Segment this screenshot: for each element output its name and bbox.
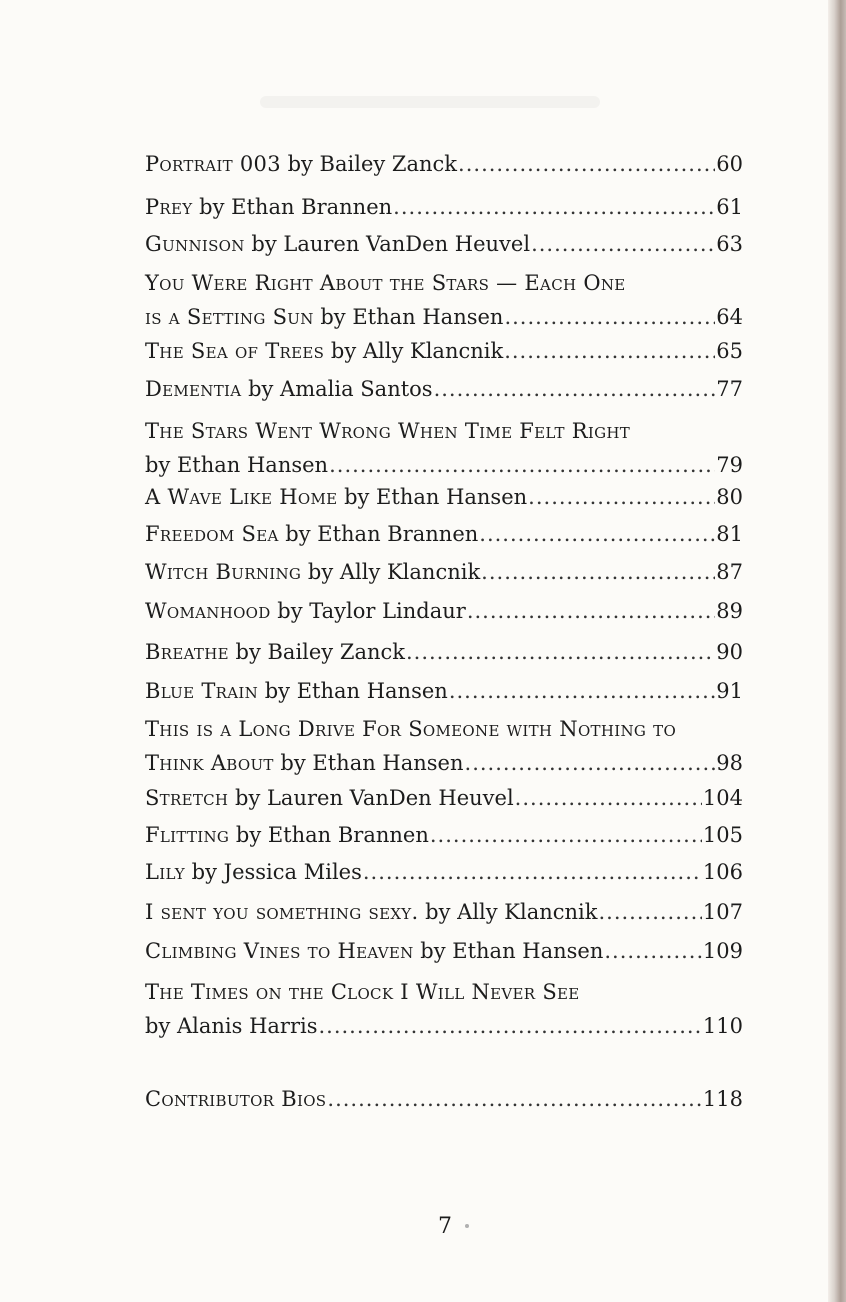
entry-author: by Bailey Zanck	[235, 640, 405, 664]
entry-title: I sent you something sexy.	[145, 900, 419, 924]
entry-title: Climbing Vines to Heaven	[145, 939, 414, 963]
entry-author: by Alanis Harris	[145, 1014, 318, 1038]
toc-entry	[145, 781, 743, 815]
entry-page-number: 63	[716, 232, 743, 256]
dot-leader	[406, 635, 715, 669]
dot-leader	[318, 1009, 701, 1043]
entry-page-number: 105	[702, 823, 743, 847]
entry-title-line2: Think About	[145, 751, 274, 775]
entry-title: Flitting	[145, 823, 230, 847]
entry-title-line1: The Stars Went Wrong When Time Felt Right	[145, 419, 631, 443]
entry-page-number: 81	[716, 522, 743, 546]
dot-leader	[515, 781, 702, 815]
toc-entry	[145, 712, 743, 780]
entry-title-line1: This is a Long Drive For Someone with Nothing to	[145, 717, 677, 741]
dot-leader	[504, 334, 715, 368]
entry-page-number: 98	[716, 751, 743, 775]
toc-entry	[145, 594, 743, 628]
entry-page-number: 107	[702, 900, 743, 924]
toc-entry	[145, 266, 743, 334]
dot-leader	[393, 190, 715, 224]
entry-author: by Lauren VanDen Heuvel	[235, 786, 514, 810]
entry-author: by Ethan Brannen	[235, 823, 429, 847]
toc-entry	[145, 934, 743, 968]
dot-leader	[479, 517, 715, 551]
toc-entry	[145, 480, 743, 514]
entry-title: Womanhood	[145, 599, 271, 623]
dot-leader	[434, 372, 716, 406]
toc-entry	[145, 555, 743, 589]
dot-leader	[327, 1082, 702, 1116]
toc-entry	[145, 372, 743, 406]
entry-title-line1: You Were Right About the Stars — Each One	[145, 271, 626, 295]
entry-author: by Jessica Miles	[191, 860, 362, 884]
dot-leader	[363, 855, 702, 889]
entry-author: by Ethan Hansen	[145, 453, 329, 477]
entry-page-number: 65	[716, 339, 743, 363]
entry-author: by Bailey Zanck	[287, 152, 458, 176]
bleed-through-shadow	[260, 96, 600, 108]
entry-title: A Wave Like Home	[145, 485, 338, 509]
entry-title: Dementia	[145, 377, 242, 401]
toc-entry	[145, 818, 743, 852]
dot-leader	[604, 934, 702, 968]
entry-page-number: 87	[716, 560, 743, 584]
entry-page-number: 79	[716, 453, 743, 477]
dot-leader	[329, 448, 715, 482]
toc-entry	[145, 855, 743, 889]
entry-page-number: 90	[716, 640, 743, 664]
toc-entry	[145, 674, 743, 708]
toc-entry	[145, 414, 743, 482]
entry-page-number: 77	[716, 377, 743, 401]
entry-page-number: 109	[702, 939, 743, 963]
entry-title: Witch Burning	[145, 560, 302, 584]
dot-leader	[531, 227, 715, 261]
toc-entry	[145, 895, 743, 929]
dot-leader	[504, 300, 715, 334]
entry-page-number: 104	[702, 786, 743, 810]
entry-title-line1: The Times on the Clock I Will Never See	[145, 980, 580, 1004]
dot-leader	[528, 480, 715, 514]
entry-page-number: 106	[702, 860, 743, 884]
entry-title: Contributor Bios	[145, 1087, 327, 1111]
entry-title: Blue Train	[145, 679, 259, 703]
entry-author: by Ethan Hansen	[280, 751, 464, 775]
entry-author: by Lauren VanDen Heuvel	[251, 232, 531, 256]
dot-leader	[430, 818, 702, 852]
toc-entry	[145, 227, 743, 261]
entry-author: by Ally Klancnik	[425, 900, 598, 924]
toc-entry	[145, 975, 743, 1043]
entry-author: by Ethan Hansen	[344, 485, 528, 509]
entry-page-number: 89	[716, 599, 743, 623]
entry-author: by Ethan Hansen	[264, 679, 448, 703]
entry-title: Lily	[145, 860, 185, 884]
entry-author: by Taylor Lindaur	[277, 599, 466, 623]
entry-page-number: 118	[702, 1087, 743, 1111]
page-edge-shadow	[828, 0, 846, 1302]
entry-author: by Ethan Brannen	[285, 522, 479, 546]
entry-title-line2: is a Setting Sun	[145, 305, 314, 329]
entry-title: Breathe	[145, 640, 229, 664]
entry-author: by Ethan Brannen	[199, 195, 393, 219]
toc-entry	[145, 334, 743, 368]
entry-title: Portrait 003	[145, 152, 281, 176]
entry-title: Prey	[145, 195, 193, 219]
entry-page-number: 60	[716, 152, 743, 176]
toc-entry	[145, 147, 743, 181]
toc-entry	[145, 635, 743, 669]
toc-entry	[145, 190, 743, 224]
entry-author: by Ethan Hansen	[420, 939, 604, 963]
page-number: 7	[438, 1214, 452, 1239]
entry-author: by Amalia Santos	[248, 377, 433, 401]
entry-author: by Ethan Hansen	[320, 305, 504, 329]
dot-leader	[465, 746, 716, 780]
entry-page-number: 110	[702, 1014, 743, 1038]
entry-title: Stretch	[145, 786, 229, 810]
entry-author: by Ally Klancnik	[307, 560, 481, 584]
dot-leader	[458, 147, 715, 181]
dot-leader	[467, 594, 715, 628]
entry-page-number: 80	[716, 485, 743, 509]
page-mark	[465, 1224, 469, 1228]
toc-entry	[145, 517, 743, 551]
dot-leader	[598, 895, 701, 929]
entry-title: The Sea of Trees	[145, 339, 325, 363]
entry-page-number: 91	[716, 679, 743, 703]
entry-author: by Ally Klancnik	[330, 339, 504, 363]
entry-title: Freedom Sea	[145, 522, 279, 546]
entry-title: Gunnison	[145, 232, 245, 256]
dot-leader	[449, 674, 715, 708]
dot-leader	[481, 555, 715, 589]
entry-page-number: 64	[716, 305, 743, 329]
toc-entry-contributor-bios	[145, 1082, 743, 1116]
entry-page-number: 61	[716, 195, 743, 219]
